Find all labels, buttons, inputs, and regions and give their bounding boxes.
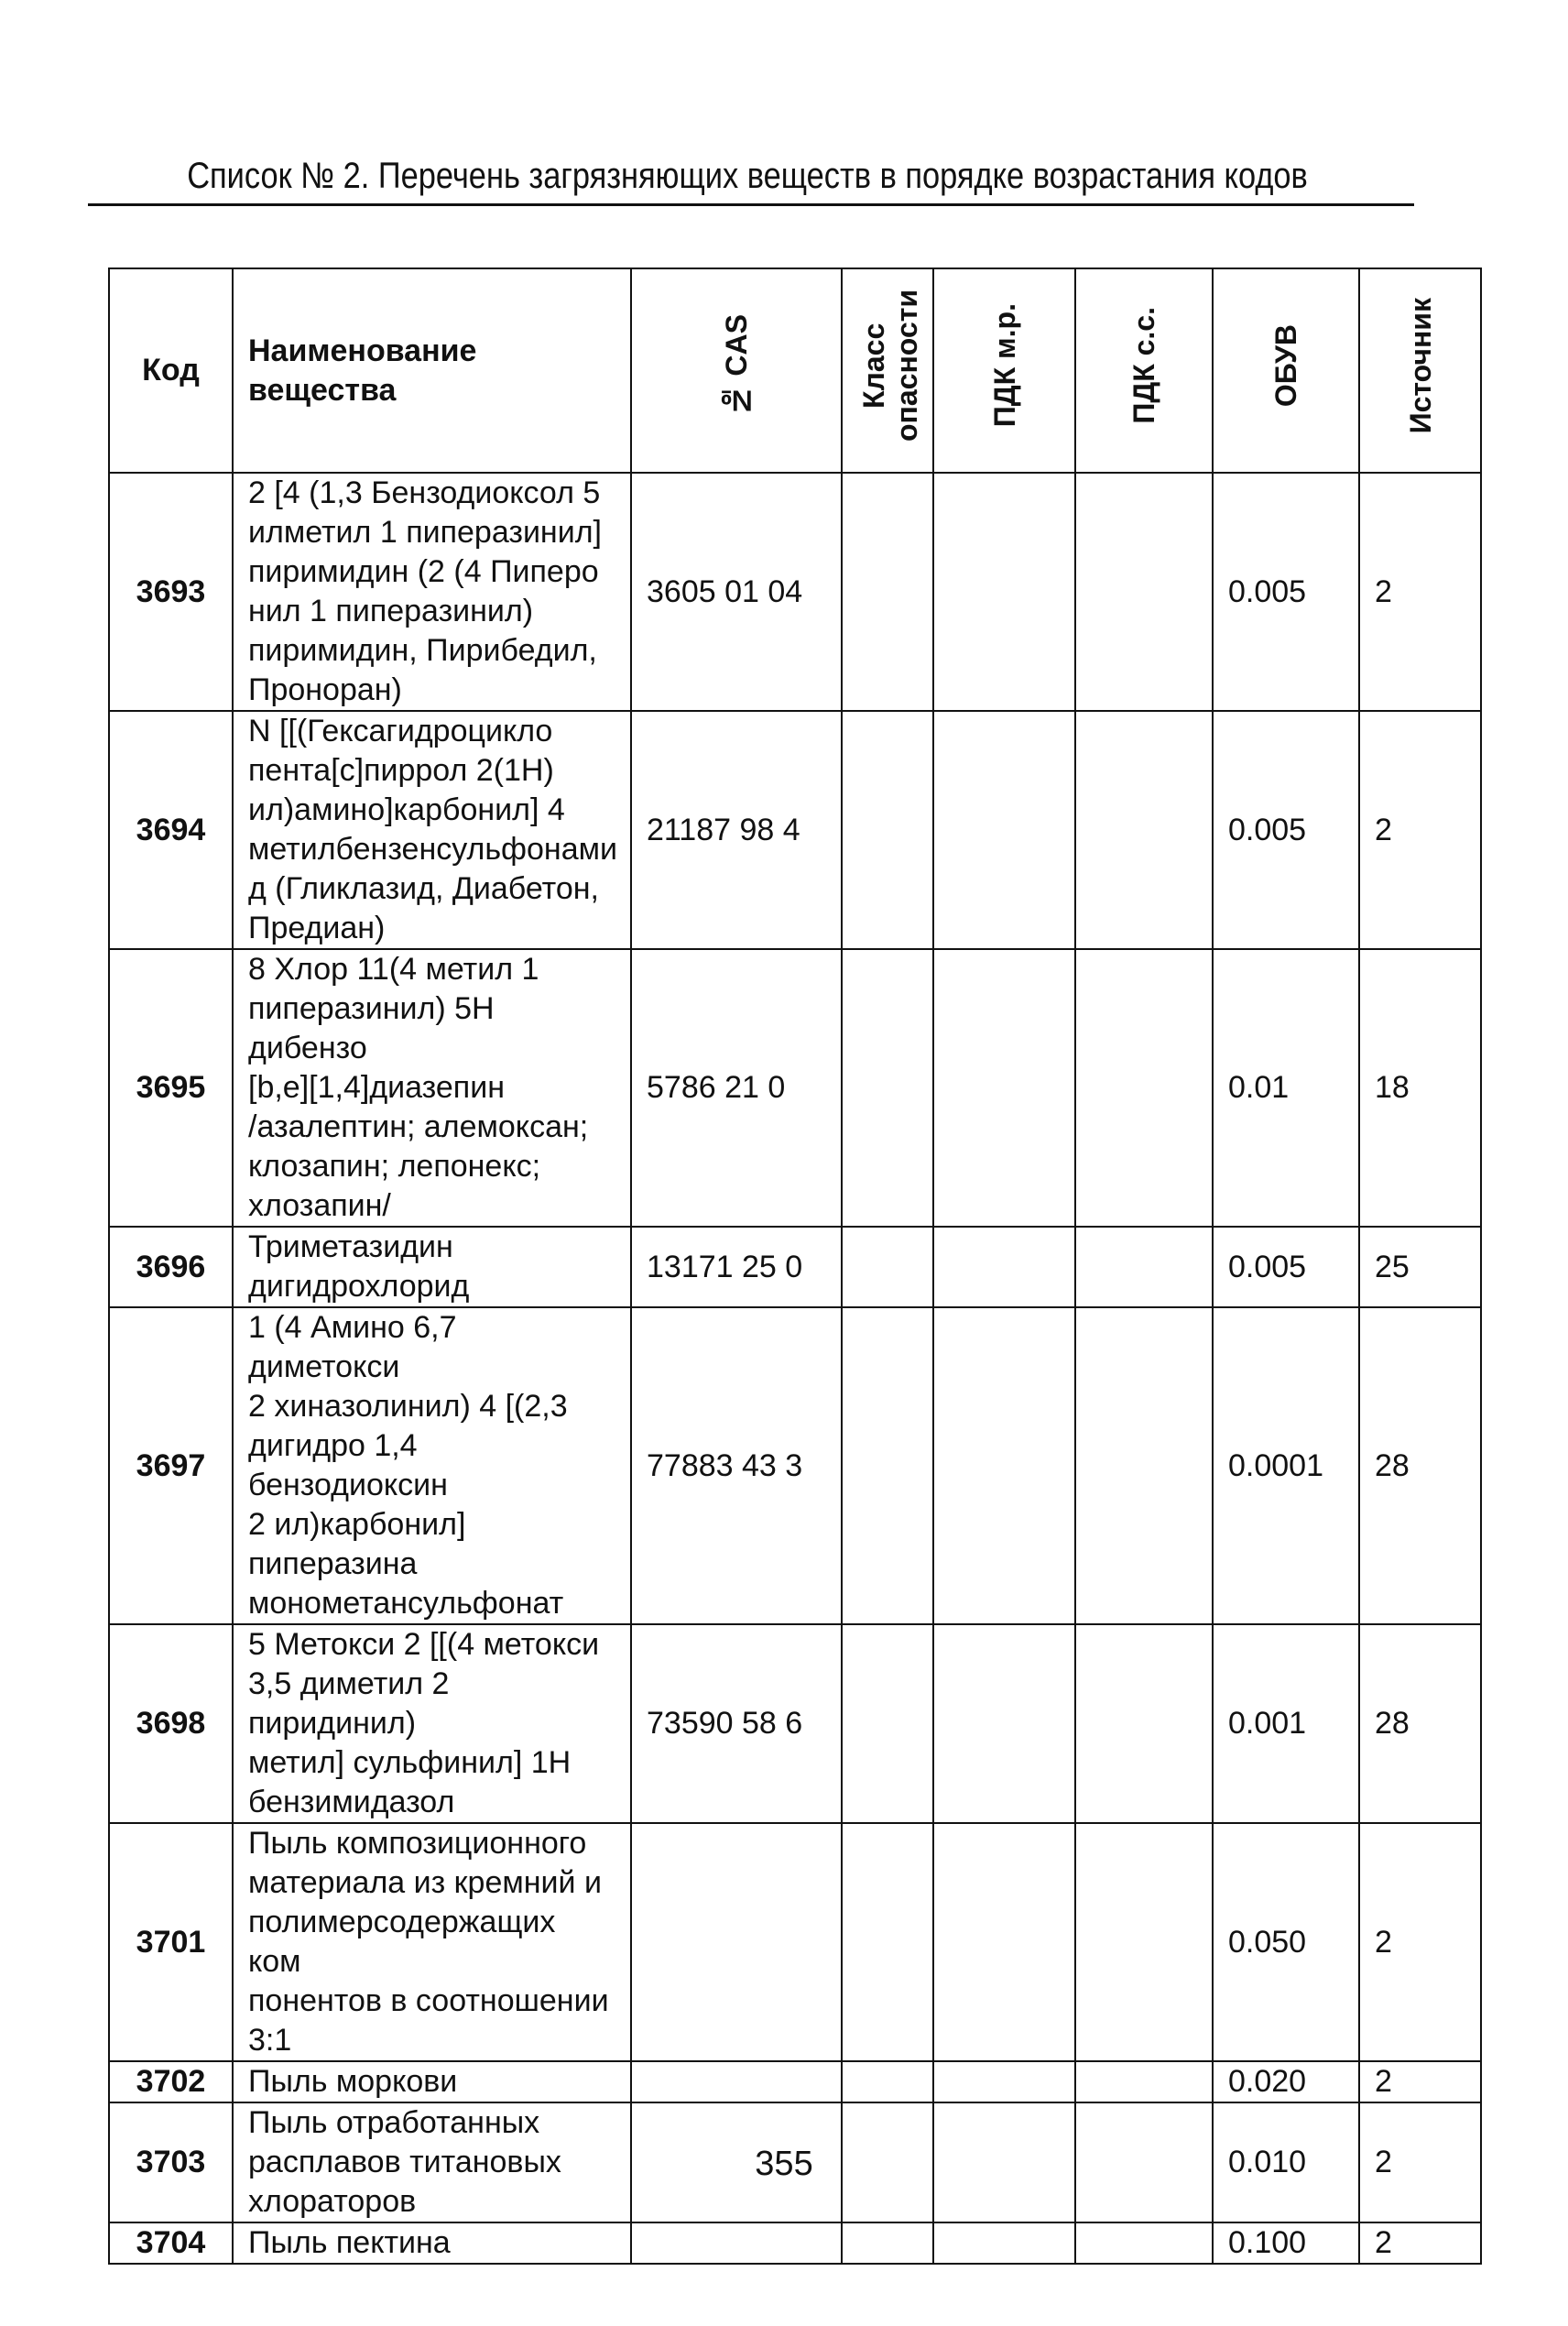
cell-obuv: 0.01 [1213, 949, 1359, 1227]
cell-name-text: 5 Метокси 2 [[(4 метокси 3,5 диметил 2 пиридинил) метил] сульфинил] 1H бензимидазол [248, 1627, 600, 1819]
cell-obuv: 0.005 [1213, 473, 1359, 711]
table-row [109, 1307, 1481, 1624]
cell-obuv: 0.020 [1213, 2061, 1359, 2102]
cell-obuv: 0.050 [1213, 1823, 1359, 2061]
cell-name-text: Пыль отработанных расплавов титановых хлораторов [248, 2105, 561, 2219]
cell-name-text: Пыль композиционного материала из кремний и полимерсодержащих ком понентов в соотношении 3:1 [248, 1826, 609, 2058]
header-row [109, 268, 1481, 473]
cell-pdk-ss [1075, 473, 1213, 711]
substances-table [108, 268, 1482, 2265]
cell-hazard-class [842, 2222, 933, 2264]
cell-pdk-mr [933, 1307, 1075, 1624]
cell-cas [631, 1823, 842, 2061]
cell-hazard-class [842, 949, 933, 1227]
page-title: Список № 2. Перечень загрязняющих веществ в порядке возрастания кодов [187, 156, 1308, 196]
cell-source: 28 [1359, 1307, 1481, 1624]
cell-cas [631, 2061, 842, 2102]
page-number: 355 [755, 2145, 813, 2183]
col-header-code: Код [109, 268, 233, 473]
cell-hazard-class [842, 473, 933, 711]
cell-name [233, 2222, 631, 2264]
cell-code: 3698 [109, 1624, 233, 1823]
cell-pdk-mr [933, 1823, 1075, 2061]
cell-name-text: Триметазидин дигидрохлорид [248, 1229, 470, 1304]
cell-pdk-mr [933, 711, 1075, 949]
col-header-obuv [1213, 268, 1359, 473]
table-row [109, 2061, 1481, 2102]
col-header-pdk-ss [1075, 268, 1213, 473]
title-rule [88, 203, 1414, 206]
cell-name-text: 1 (4 Амино 6,7 диметокси 2 хиназолинил) 4 [(2,3 дигидро 1,4 бензодиоксин 2 ил)карбонил] пиперазина монометансульфонат [248, 1310, 568, 1621]
cell-hazard-class [842, 1227, 933, 1307]
cell-code: 3695 [109, 949, 233, 1227]
cell-cas: 73590 58 6 [631, 1624, 842, 1823]
cell-hazard-class [842, 711, 933, 949]
cell-source: 2 [1359, 1823, 1481, 2061]
cell-obuv: 0.005 [1213, 1227, 1359, 1307]
cell-name [233, 1227, 631, 1307]
cell-name [233, 473, 631, 711]
col-header-obuv-label: ОБУВ [1269, 323, 1302, 408]
cell-obuv: 0.100 [1213, 2222, 1359, 2264]
cell-name [233, 1624, 631, 1823]
cell-obuv: 0.005 [1213, 711, 1359, 949]
col-header-source [1359, 268, 1481, 473]
cell-cas: 13171 25 0 [631, 1227, 842, 1307]
cell-code: 3701 [109, 1823, 233, 2061]
col-header-pdk-mr-label: ПДК м.р. [987, 303, 1021, 428]
cell-pdk-mr [933, 473, 1075, 711]
cell-source: 2 [1359, 2102, 1481, 2222]
col-header-pdk-ss-label: ПДК с.с. [1127, 307, 1160, 424]
cell-name [233, 2061, 631, 2102]
cell-source: 28 [1359, 1624, 1481, 1823]
cell-obuv: 0.0001 [1213, 1307, 1359, 1624]
cell-pdk-ss [1075, 1227, 1213, 1307]
cell-pdk-ss [1075, 2222, 1213, 2264]
cell-name-text: Пыль моркови [248, 2064, 458, 2099]
table-row [109, 711, 1481, 949]
cell-code: 3703 [109, 2102, 233, 2222]
cell-source: 2 [1359, 2222, 1481, 2264]
table-row [109, 1823, 1481, 2061]
table-row [109, 2222, 1481, 2264]
cell-pdk-mr [933, 1227, 1075, 1307]
col-header-cas [631, 268, 842, 473]
cell-source: 2 [1359, 473, 1481, 711]
table-row [109, 1624, 1481, 1823]
cell-pdk-mr [933, 1624, 1075, 1823]
col-header-name: Наименование вещества [233, 268, 631, 473]
cell-code: 3704 [109, 2222, 233, 2264]
col-header-cas-label: № CAS [720, 313, 753, 418]
cell-hazard-class [842, 2061, 933, 2102]
cell-pdk-ss [1075, 2061, 1213, 2102]
col-header-hazard-class-label: Класс опасности [857, 289, 923, 442]
cell-pdk-mr [933, 949, 1075, 1227]
cell-code: 3697 [109, 1307, 233, 1624]
cell-name-text: 2 [4 (1,3 Бензодиоксол 5 илметил 1 пиперазинил] пиримидин (2 (4 Пиперо нил 1 пиперазинил) пиримидин, Пирибедил, Проноран) [248, 475, 602, 707]
cell-source: 2 [1359, 2061, 1481, 2102]
cell-pdk-mr [933, 2222, 1075, 2264]
cell-pdk-ss [1075, 1624, 1213, 1823]
cell-source: 2 [1359, 711, 1481, 949]
table-row [109, 1227, 1481, 1307]
cell-pdk-ss [1075, 949, 1213, 1227]
cell-source: 25 [1359, 1227, 1481, 1307]
cell-obuv: 0.010 [1213, 2102, 1359, 2222]
cell-name [233, 949, 631, 1227]
cell-code: 3702 [109, 2061, 233, 2102]
cell-hazard-class [842, 1307, 933, 1624]
cell-hazard-class [842, 1624, 933, 1823]
cell-name-text: N [[(Гексагидроцикло пента[c]пиррол 2(1H) ил)амино]карбонил] 4 метилбензенсульфонами д (Гликлазид, Диабетон, Предиан) [248, 714, 617, 945]
cell-name-text: Пыль пектина [248, 2225, 451, 2260]
table-row [109, 949, 1481, 1227]
col-header-hazard-class [842, 268, 933, 473]
cell-cas: 3605 01 04 [631, 473, 842, 711]
cell-name [233, 1823, 631, 2061]
cell-code: 3693 [109, 473, 233, 711]
cell-name [233, 711, 631, 949]
cell-pdk-ss [1075, 1307, 1213, 1624]
cell-code: 3696 [109, 1227, 233, 1307]
cell-pdk-ss [1075, 1823, 1213, 2061]
cell-pdk-mr [933, 2061, 1075, 2102]
cell-source: 18 [1359, 949, 1481, 1227]
cell-cas: 77883 43 3 [631, 1307, 842, 1624]
col-header-pdk-mr [933, 268, 1075, 473]
cell-cas [631, 2222, 842, 2264]
cell-pdk-ss [1075, 711, 1213, 949]
cell-cas: 21187 98 4 [631, 711, 842, 949]
cell-hazard-class [842, 1823, 933, 2061]
table-row [109, 473, 1481, 711]
cell-name [233, 1307, 631, 1624]
cell-code: 3694 [109, 711, 233, 949]
cell-cas: 5786 21 0 [631, 949, 842, 1227]
col-header-source-label: Источник [1403, 297, 1437, 434]
cell-name-text: 8 Хлор 11(4 метил 1 пиперазинил) 5H дибензо [b,e][1,4]диазепин /азалептин; алемоксан; клозапин; лепонекс; хлозапин/ [248, 952, 589, 1223]
cell-obuv: 0.001 [1213, 1624, 1359, 1823]
